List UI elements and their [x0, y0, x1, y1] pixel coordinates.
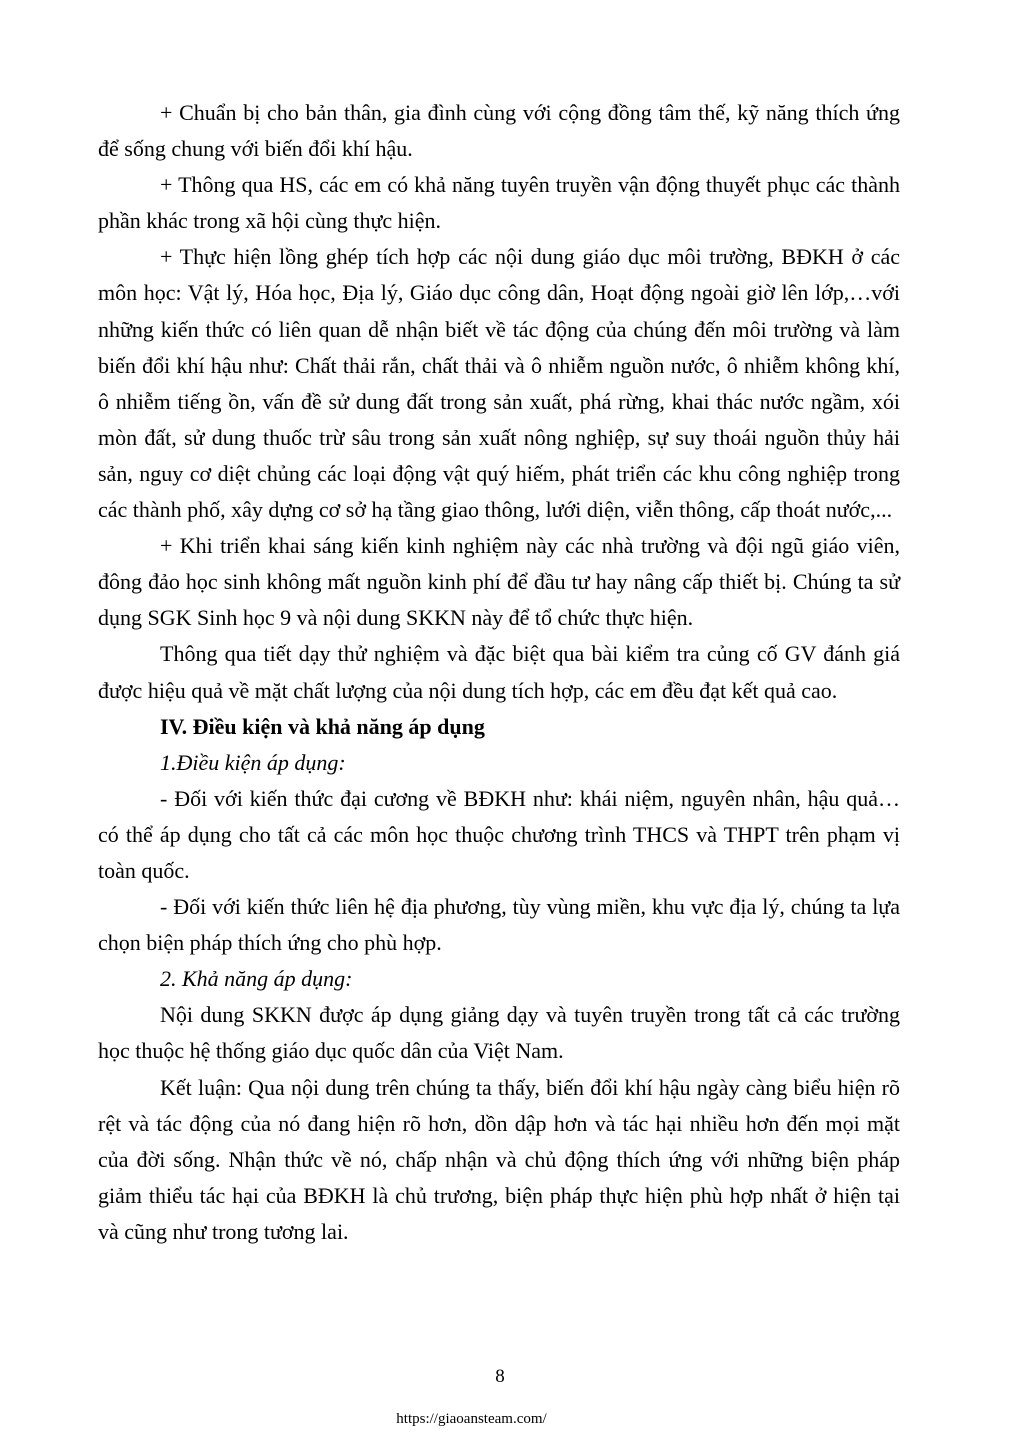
paragraph-results: Thông qua tiết dạy thử nghiệm và đặc biệt qua bài kiểm tra củng cố GV đánh giá được hiệu quả về mặt chất lượng của nội dung tích hợp, các em đều đạt kết quả cao.	[98, 641, 900, 703]
subsection-title-conditions: 1.Điều kiện áp dụng:	[160, 749, 346, 775]
footer-url: https://giaoansteam.com/	[396, 1411, 547, 1427]
paragraph-applicability: Nội dung SKKN được áp dụng giảng dạy và tuyên truyền trong tất cả các trường học thuộc hệ thống giáo dục quốc dân của Việt Nam.	[98, 1002, 900, 1064]
page-number: 8	[495, 1366, 505, 1387]
paragraph-local-knowledge: - Đối với kiến thức liên hệ địa phương, tùy vùng miền, khu vực địa lý, chúng ta lựa chọn biện pháp thích ứng cho phù hợp.	[98, 894, 900, 956]
subsection-title-applicability: 2. Khả năng áp dụng:	[160, 966, 353, 992]
paragraph-conclusion: Kết luận: Qua nội dung trên chúng ta thấy, biến đổi khí hậu ngày càng biểu hiện rõ rệt và tác động của nó đang hiện rõ hơn, dồn dập hơn và tác hại nhiều hơn đến mọi mặt của đời sống. Nhận thức về nó, chấp nhận và chủ động thích ứng với những biện pháp giảm thiểu tác hại của BĐKH là chủ trương, biện pháp thực hiện phù hợp nhất ở hiện tại và cũng như trong tương lai.	[98, 1074, 900, 1244]
page-body	[98, 95, 900, 1250]
paragraph-prepare-adapt: + Chuẩn bị cho bản thân, gia đình cùng với cộng đồng tâm thế, kỹ năng thích ứng để sống chung với biến đổi khí hậu.	[98, 100, 900, 162]
paragraph-no-cost: + Khi triển khai sáng kiến kinh nghiệm này các nhà trường và đội ngũ giáo viên, đông đảo học sinh không mất nguồn kinh phí để đầu tư hay nâng cấp thiết bị. Chúng ta sử dụng SGK Sinh học 9 và nội dung SKKN này để tổ chức thực hiện.	[98, 533, 900, 631]
section-heading: IV. Điều kiện và khả năng áp dụng	[160, 713, 485, 739]
paragraph-propaganda: + Thông qua HS, các em có khả năng tuyên truyền vận động thuyết phục các thành phần khác trong xã hội cùng thực hiện.	[98, 172, 900, 234]
paragraph-integration: + Thực hiện lồng ghép tích hợp các nội dung giáo dục môi trường, BĐKH ở các môn học: Vật lý, Hóa học, Địa lý, Giáo dục công dân, Hoạt động ngoài giờ lên lớp,…với những kiến thức có liên quan dễ nhận biết về tác động của chúng đến môi trường và làm biến đổi khí hậu như: Chất thải rắn, chất thải và ô nhiễm nguồn nước, ô nhiễm không khí, ô nhiễm tiếng ồn, vấn đề sử dung đất trong sản xuất, phá rừng, khai thác nước ngầm, xói mòn đất, sử dung thuốc trừ sâu trong sản xuất nông nghiệp, sự suy thoái nguồn thủy hải sản, nguy cơ diệt chủng các loại động vật quý hiếm, phát triển các khu công nghiệp trong các thành phố, xây dựng cơ sở hạ tầng giao thông, lưới diện, viễn thông, cấp thoát nước,...	[98, 244, 900, 523]
paragraph-general-knowledge: - Đối với kiến thức đại cương về BĐKH như: khái niệm, nguyên nhân, hậu quả…có thể áp dụng cho tất cả các môn học thuộc chương trình THCS và THPT trên phạm vị toàn quốc.	[98, 785, 900, 883]
